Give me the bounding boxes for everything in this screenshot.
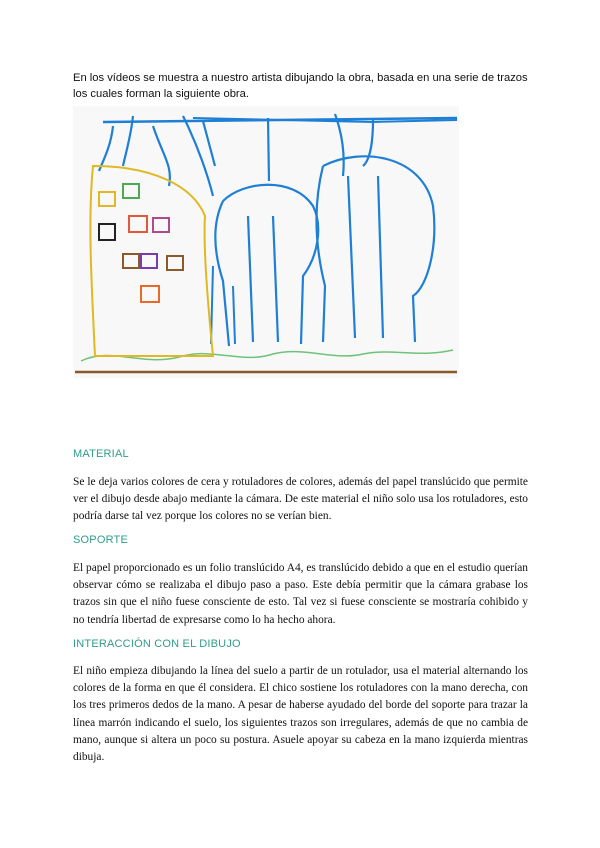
- section-heading-material: MATERIAL: [73, 448, 129, 460]
- child-drawing-image: [73, 106, 459, 378]
- section-body-soporte: El papel proporcionado es un folio translúcido A4, es translúcido debido a que en el estudio querían observar cómo se realizaba el dibujo paso a paso. Este debía permitir que la cámara grabase los trazos sin que el niño fuese consciente de esto. Tal vez si fuese consciente se mostraría cohibido y no tendría libertad de expresarse como lo ha hecho ahora.: [73, 562, 528, 626]
- intro-text: En los vídeos se muestra a nuestro artista dibujando la obra, basada en una serie de trazos los cuales forman la siguiente obra.: [73, 72, 528, 100]
- section-body-material: Se le deja varios colores de cera y rotuladores de colores, además del papel translúcido que permite ver el dibujo desde abajo mediante la cámara. De este material el niño solo usa los rotuladores, esto podría darse tal vez porque los colores no se verían bien.: [73, 476, 528, 523]
- section-heading-interaccion: INTERACCIÓN CON EL DIBUJO: [73, 638, 241, 650]
- section-heading-soporte: SOPORTE: [73, 534, 128, 546]
- section-body-interaccion: El niño empieza dibujando la línea del suelo a partir de un rotulador, usa el material alternando los colores de la forma en que él considera. El chico sostiene los rotuladores con la mano derecha, con los tres primeros dedos de la mano. A pesar de haberse ayudado del borde del soporte para trazar la línea marrón indicando el suelo, los siguientes trazos son irregulares, además de que no cambia de mano, aunque si altera un poco su postura. Asuele apoyar su cabeza en la mano izquierda mientras dibuja.: [73, 665, 528, 764]
